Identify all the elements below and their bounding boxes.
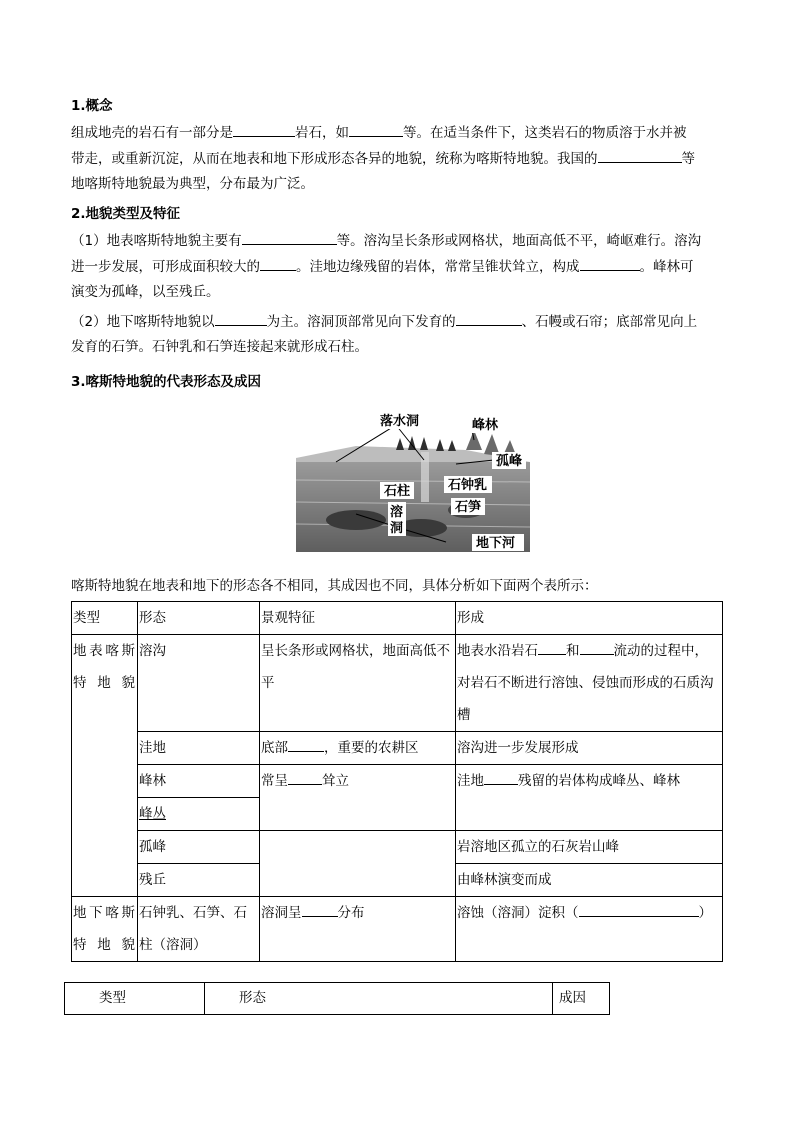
table-header-row [65,983,610,1015]
fill-blank[interactable] [288,737,324,752]
label-underground-river: 地下河 [476,536,516,551]
text: （2）地下喀斯特地貌以 [71,314,215,330]
header-feature: 景观特征 [260,602,456,635]
cave-char-1: 溶 [390,505,404,520]
text: 进一步发展，可形成面积较大的 [71,259,260,275]
table-header-row [72,602,723,635]
cause-cell [456,765,723,831]
paragraph-line: 地喀斯特地貌最为典型，分布最为广泛。 [71,176,314,192]
table-row [72,765,723,798]
fill-blank[interactable] [288,770,322,785]
section-3-title: 3.喀斯特地貌的代表形态及成因 [71,374,262,390]
text: 常呈 [261,773,288,789]
feature-cell [260,897,456,962]
header-cause: 形成 [456,602,723,635]
table-row [72,635,723,732]
text: 分布 [337,905,365,921]
form-cell: 石钟乳、石笋、石柱（溶洞） [138,897,260,962]
text: 耸立 [322,773,349,789]
cause-cell: 溶沟进一步发展形成 [456,732,723,765]
karst-table [71,601,723,962]
cause-cell: 岩溶地区孤立的石灰岩山峰 [456,831,723,864]
text: 。洼地边缘残留的岩体，常常呈锥状耸立，构成 [296,259,580,275]
label-isolated-peak: 孤峰 [496,454,523,469]
form-cell: 洼地 [138,732,260,765]
text: ，重要的农耕区 [324,740,419,756]
form-cell: 峰林 [138,765,260,798]
fill-blank[interactable] [484,770,518,785]
header-form: 形态 [205,983,553,1015]
text: 溶蚀（溶洞）淀积（ [457,905,579,921]
type-label: 地表喀斯特地貌 [73,643,135,691]
cause-cell [456,897,723,962]
text: 流动的过程中，对岩石不断进行溶蚀、侵蚀而形成的石质沟槽 [457,643,714,723]
fill-blank[interactable] [580,256,640,271]
header-form: 形态 [138,602,260,635]
form-cell: 残丘 [138,864,260,897]
text: 带走，或重新沉淀，从而在地表和地下形成形态各异的地貌，统称为喀斯特地貌。我国的 [71,151,598,167]
type-surface [72,635,138,897]
summary-table [64,982,610,1015]
text: 和 [566,643,580,659]
cause-cell: 由峰林演变而成 [456,864,723,897]
text: 岩石，如 [295,125,349,141]
label-peak-forest: 峰林 [472,418,499,433]
header-cause: 成因 [553,983,610,1015]
cave-char-2: 洞 [390,521,404,536]
fill-blank[interactable] [349,122,403,137]
fill-blank[interactable] [579,902,699,917]
text: 等。溶沟呈长条形或网格状，地面高低不平，崎岖难行。溶沟 [336,233,702,249]
paragraph-line: 演变为孤峰，以至残丘。 [71,284,220,300]
text: 溶洞呈 [261,905,302,921]
fill-blank[interactable] [598,148,682,163]
paragraph-line [71,122,687,143]
section-2-title: 2.地貌类型及特征 [71,206,181,222]
paragraph-line [71,230,701,251]
section-1-title: 1.概念 [71,98,113,114]
text: 残留的岩体构成峰丛、峰林 [518,773,680,789]
text: 底部 [261,740,288,756]
fill-blank[interactable] [215,311,267,326]
fill-blank[interactable] [580,640,614,655]
form-cell: 溶沟 [138,635,260,732]
header-type: 类型 [72,602,138,635]
text: 等。在适当条件下，这类岩石的物质溶于水并被 [403,125,687,141]
paragraph-line [71,256,694,277]
karst-illustration [296,410,530,552]
text: 洼地 [457,773,484,789]
table-row [72,732,723,765]
type-label: 地下喀斯特地貌 [73,905,135,953]
fill-blank[interactable] [233,122,295,137]
label-stalagmite: 石笋 [455,500,482,515]
form-cell: 孤峰 [138,831,260,864]
table-intro: 喀斯特地貌在地表和地下的形态各不相同，其成因也不同，具体分析如下面两个表所示： [71,578,598,594]
feature-cell [260,732,456,765]
label-pillar: 石柱 [384,484,411,499]
text: 。峰林可 [639,259,694,275]
table-row [72,831,723,864]
fill-blank[interactable] [260,256,296,271]
fill-blank[interactable] [456,311,522,326]
fill-blank[interactable] [538,640,566,655]
table-row [72,897,723,962]
text: 地表水沿岩石 [457,643,538,659]
karst-landform-diagram [296,410,530,552]
paragraph-line: 发育的石笋。石钟乳和石笋连接起来就形成石柱。 [71,339,368,355]
cause-cell [456,635,723,732]
text: 为主。溶洞顶部常见向下发育的 [266,314,456,330]
form-cell: 峰丛 [138,798,260,831]
paragraph-line [71,311,697,332]
feature-cell [260,765,456,831]
text: 等 [681,151,695,167]
text: ） [698,905,712,921]
label-sinkhole: 落水洞 [380,414,420,429]
label-stalactite: 石钟乳 [448,478,488,493]
header-type: 类型 [65,983,205,1015]
feature-cell [260,831,456,897]
text: 、石幔或石帘；底部常见向上 [521,314,698,330]
type-underground [72,897,138,962]
paragraph-line [71,148,695,169]
fill-blank[interactable] [302,902,338,917]
fill-blank[interactable] [242,230,337,245]
text: （1）地表喀斯特地貌主要有 [71,233,242,249]
text: 组成地壳的岩石有一部分是 [71,125,233,141]
feature-cell: 呈长条形或网格状，地面高低不平 [260,635,456,732]
